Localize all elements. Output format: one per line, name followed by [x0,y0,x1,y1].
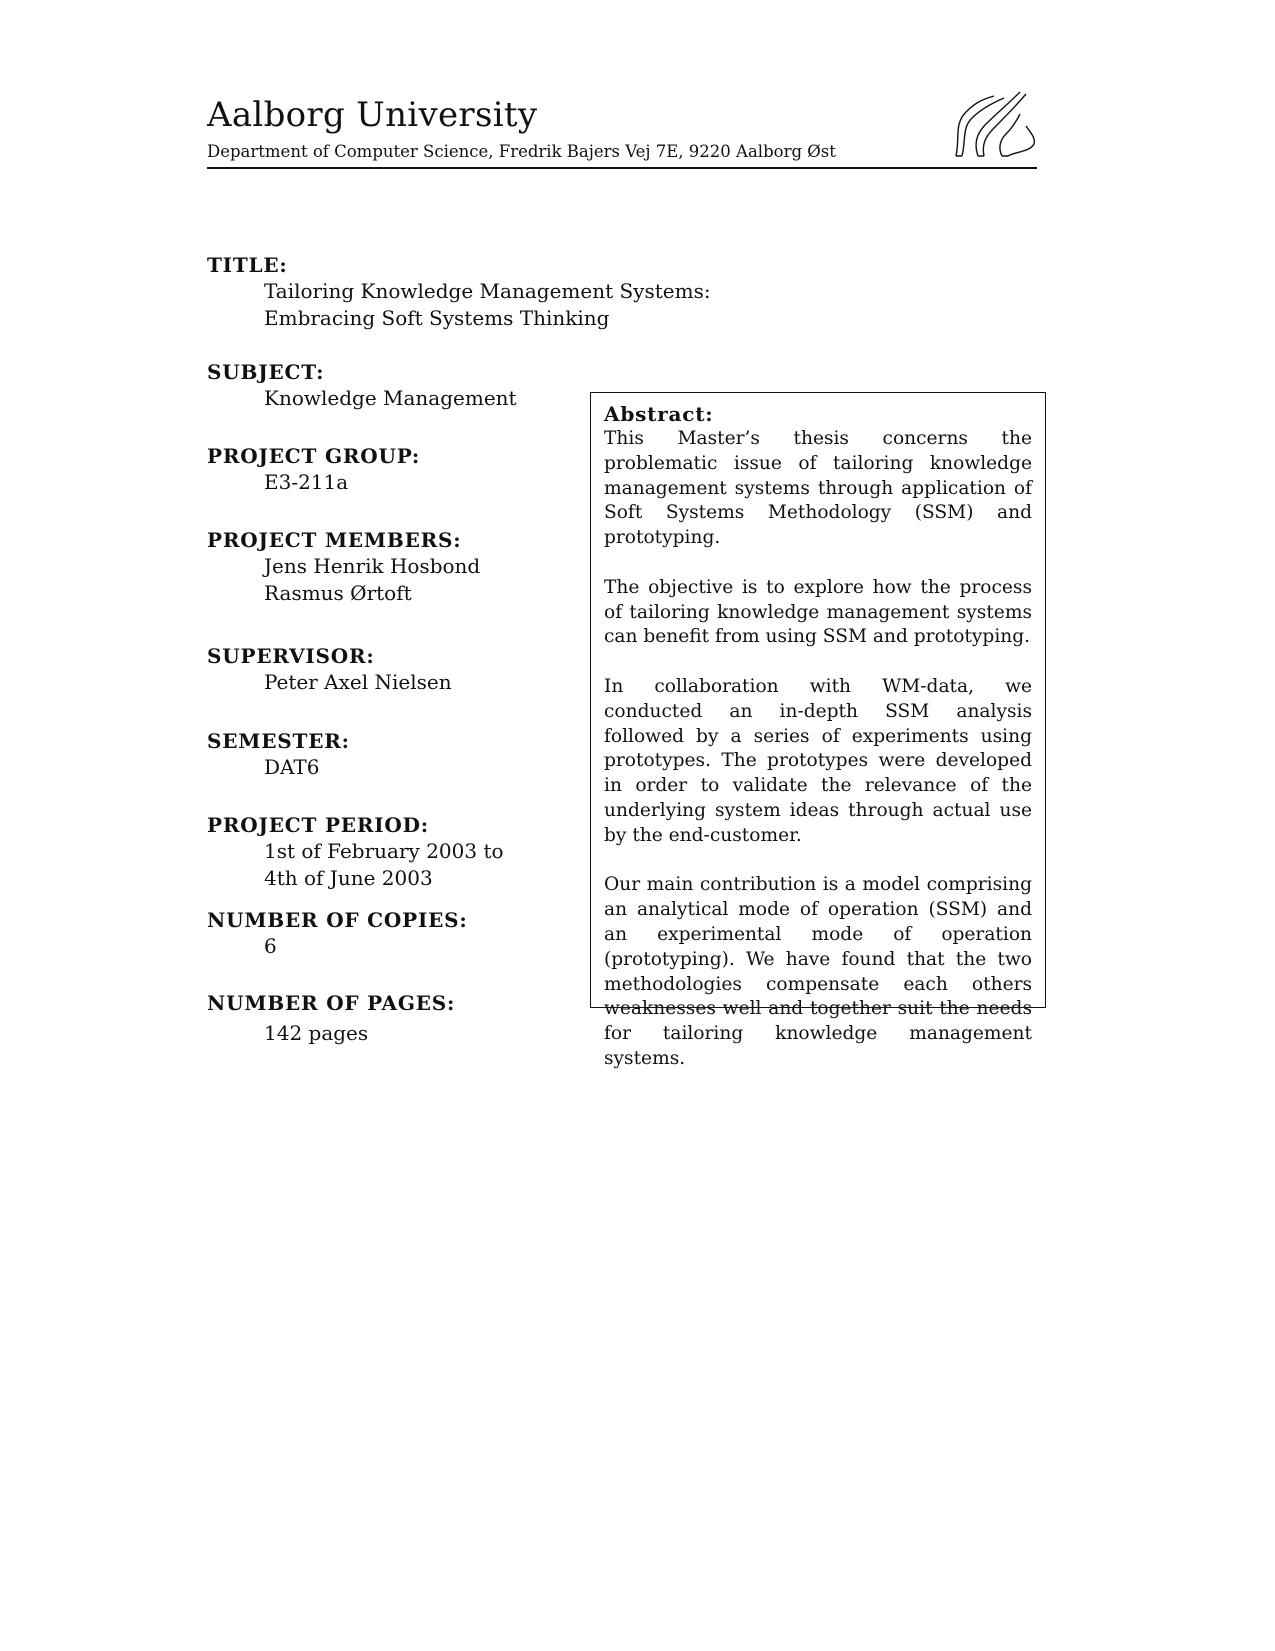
pages-value: 142 pages [264,1021,369,1045]
field-supervisor [207,643,587,696]
abstract-paragraph-4: Our main contribution is a model comprising an analytical mode of operation (SSM) and an experimental mode of operation (prototyping). We have found that the two methodologies compensate each others weaknesses well and together suit the needs for tailoring knowledge management systems. [604,874,1032,1069]
supervisor-value: Peter Axel Nielsen [264,670,452,694]
field-number-of-copies [207,907,587,960]
header-rule [207,167,1037,169]
title-line-1: Tailoring Knowledge Management Systems: [264,279,711,303]
period-line-1: 1st of February 2003 to [264,839,504,863]
abstract-box [590,392,1046,1069]
field-project-period [207,812,587,892]
field-project-group [207,443,587,496]
field-label: NUMBER OF COPIES: [207,908,468,932]
field-label: SEMESTER: [207,729,350,753]
field-number-of-pages [207,990,587,1047]
semester-value: DAT6 [264,755,320,779]
abstract-title: Abstract: [604,402,714,426]
field-project-members [207,527,587,607]
department-address: Department of Computer Science, Fredrik Bajers Vej 7E, 9220 Aalborg Øst [207,142,836,161]
copies-value: 6 [264,934,277,958]
abstract-paragraph-3: In collaboration with WM-data, we conducted an in-depth SSM analysis followed by a series of experiments using prototypes. The prototypes were developed in order to validate the relevance of the underlying system ideas through actual use by the end-customer. [604,675,1032,846]
period-line-2: 4th of June 2003 [264,866,433,890]
abstract-paragraph-1: This Master’s thesis concerns the problematic issue of tailoring knowledge management systems through application of Soft Systems Methodology (SSM) and prototyping. [604,428,1032,549]
member-2: Rasmus Ørtoft [264,581,412,605]
subject-value: Knowledge Management [264,386,517,410]
field-label: PROJECT GROUP: [207,444,421,468]
aau-wave-logo-icon [950,86,1036,164]
field-subject [207,359,587,412]
field-semester [207,728,587,781]
field-label: SUPERVISOR: [207,644,375,668]
field-title [207,252,711,332]
field-label: SUBJECT: [207,360,325,384]
field-label: NUMBER OF PAGES: [207,991,456,1015]
field-label: PROJECT MEMBERS: [207,528,462,552]
page-header [207,95,1037,161]
abstract-paragraph-2: The objective is to explore how the process of tailoring knowledge management systems can benefit from using SSM and prototyping. [604,576,1032,648]
field-label: TITLE: [207,253,288,277]
university-name: Aalborg University [207,95,538,135]
member-1: Jens Henrik Hosbond [264,554,481,578]
title-line-2: Embracing Soft Systems Thinking [264,306,610,330]
project-group-value: E3-211a [264,470,349,494]
field-label: PROJECT PERIOD: [207,813,429,837]
